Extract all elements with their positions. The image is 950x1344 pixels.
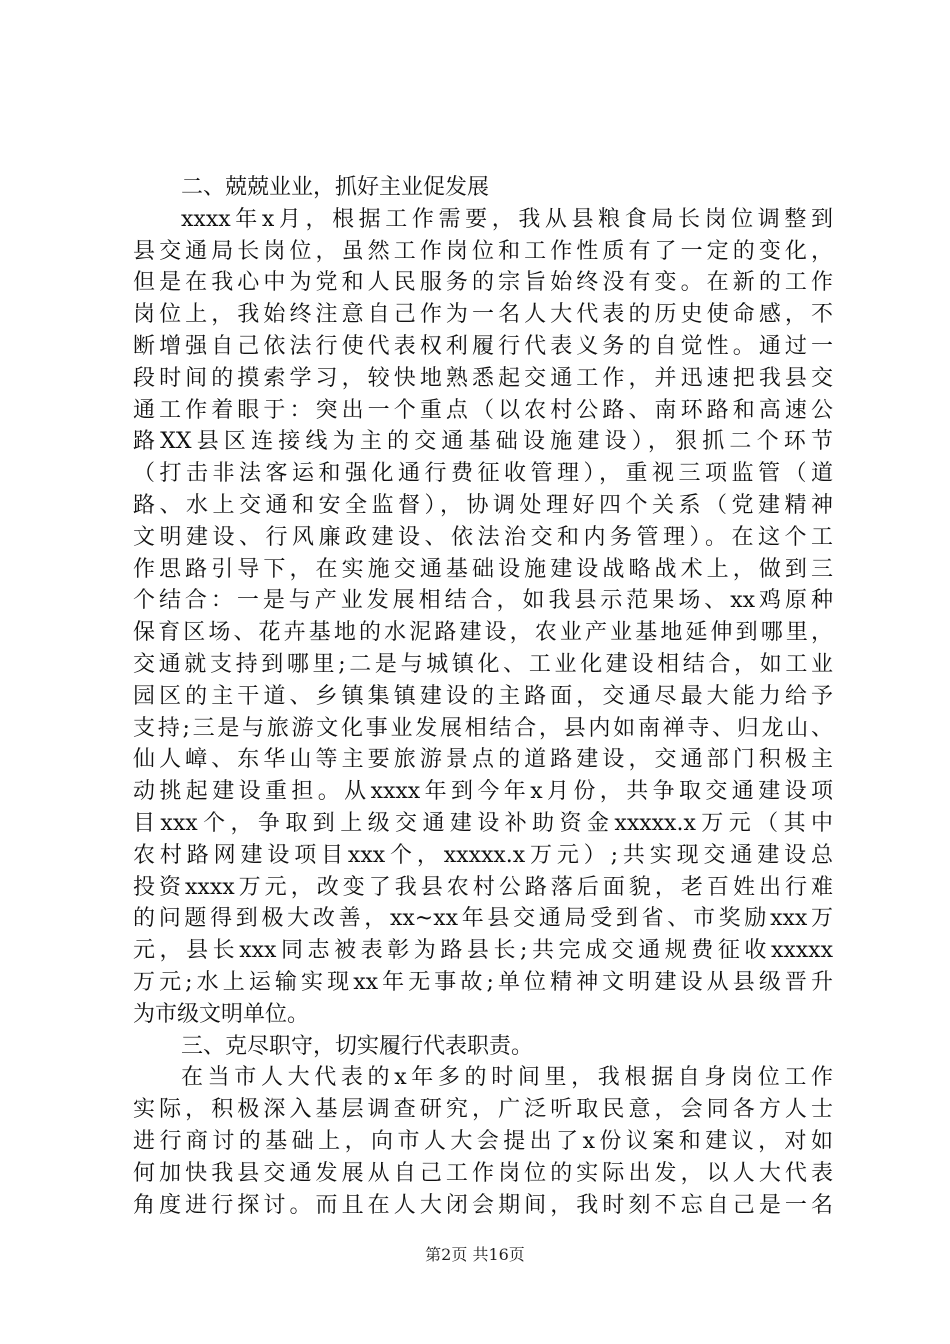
text-line: 万元;水上运输实现xx年无事故;单位精神文明建设从县级晋升 [133,969,833,995]
text-line: 进行商讨的基础上，向市人大会提出了x份议案和建议，对如 [133,1128,833,1154]
text-line: 岗位上，我始终注意自己作为一名人大代表的历史使命感，不 [133,302,833,328]
text-line: 实际，积极深入基层调查研究，广泛听取民意，会同各方人士 [133,1097,833,1123]
text-line: 在当市人大代表的x年多的时间里，我根据自身岗位工作 [181,1065,833,1091]
text-line: 断增强自己依法行使代表权利履行代表义务的自觉性。通过一 [133,333,833,359]
text-line: 保育区场、花卉基地的水泥路建设，农业产业基地延伸到哪里， [133,620,833,646]
text-line: 个结合：一是与产业发展相结合，如我县示范果场、xx鸡原种 [133,588,833,614]
text-line: 仙人嶂、东华山等主要旅游景点的道路建设，交通部门积极主 [133,747,833,773]
text-line: 何加快我县交通发展从自己工作岗位的实际出发，以人大代表 [133,1160,833,1186]
text-line: 动挑起建设重担。从xxxx年到今年x月份，共争取交通建设项 [133,779,833,805]
text-line: （打击非法客运和强化通行费征收管理），重视三项监管（道 [133,461,833,487]
text-line: 二、兢兢业业，抓好主业促发展 [181,175,490,200]
text-line: 路、水上交通和安全监督），协调处理好四个关系（党建精神 [133,492,833,518]
text-line: 但是在我心中为党和人民服务的宗旨始终没有变。在新的工作 [133,270,833,296]
text-line: 支持;三是与旅游文化事业发展相结合，县内如南禅寺、归龙山、 [133,715,833,741]
text-line: 文明建设、行风廉政建设、依法治交和内务管理）。在这个工 [133,524,833,550]
text-line: 路XX县区连接线为主的交通基础设施建设），狠抓二个环节 [133,429,833,455]
text-line: 农村路网建设项目xxx个，xxxxx.x万元）;共实现交通建设总 [133,842,833,868]
text-line: 的问题得到极大改善，xx~xx年县交通局受到省、市奖励xxx万 [133,906,833,932]
text-line: 投资xxxx万元，改变了我县农村公路落后面貌，老百姓出行难 [133,874,833,900]
text-line: 为市级文明单位。 [133,1001,310,1027]
text-line: 作思路引导下，在实施交通基础设施建设战略战术上，做到三 [133,556,833,582]
text-line: 三、克尽职守，切实履行代表职责。 [181,1033,534,1059]
text-line: 园区的主干道、乡镇集镇建设的主路面，交通尽最大能力给予 [133,683,833,709]
text-line: 段时间的摸索学习，较快地熟悉起交通工作，并迅速把我县交 [133,365,833,391]
text-line: 目xxx个，争取到上级交通建设补助资金xxxxx.x万元（其中 [133,810,833,836]
document-body [133,172,833,1221]
text-line: 县交通局长岗位，虽然工作岗位和工作性质有了一定的变化， [133,238,833,264]
page-footer: 第2页 共16页 [425,1245,525,1264]
text-line: 通工作着眼于：突出一个重点（以农村公路、南环路和高速公 [133,397,833,423]
text-line: 元，县长xxx同志被表彰为路县长;共完成交通规费征收xxxxx [133,938,833,964]
text-line: 交通就支持到哪里;二是与城镇化、工业化建设相结合，如工业 [133,651,833,677]
text-line: xxxx年x月，根据工作需要，我从县粮食局长岗位调整到 [181,206,833,232]
text-line: 角度进行探讨。而且在人大闭会期间，我时刻不忘自己是一名 [133,1192,833,1218]
